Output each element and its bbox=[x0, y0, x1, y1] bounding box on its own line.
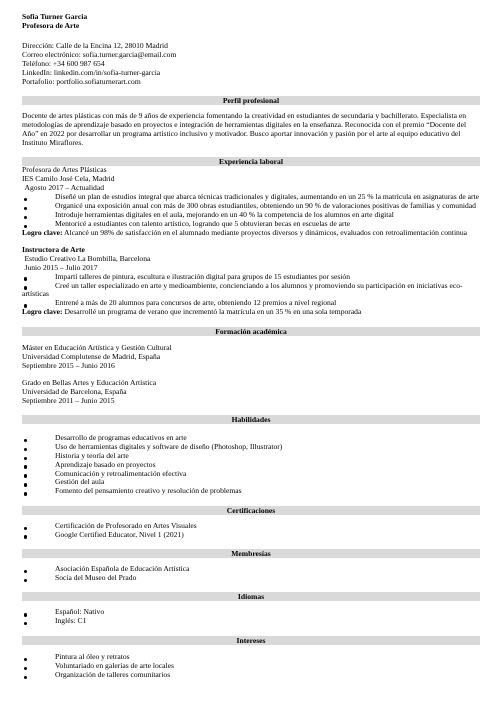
job-entry bbox=[22, 166, 480, 237]
resume-content bbox=[22, 13, 480, 680]
interest-item: Voluntariado en galerías de arte locales bbox=[22, 662, 480, 671]
resume-header bbox=[22, 13, 480, 31]
interests-list bbox=[22, 653, 480, 680]
job-bullet-item: Introduje herramientas digitales en el aula, mejorando en un 40 % la competencia de los alumnos en arte digital bbox=[22, 211, 480, 220]
skill-item: Historia y teoría del arte bbox=[22, 452, 480, 461]
job-bullet-item: Mentoricé a estudiantes con talento artístico, logrando que 5 obtuvieran becas en escuelas de arte bbox=[22, 220, 480, 229]
job-title: Profesora de Artes Plásticas bbox=[22, 165, 107, 175]
skill-item: Comunicación y retroalimentación efectiva bbox=[22, 470, 480, 479]
skill-item: Aprendizaje basado en proyectos bbox=[22, 461, 480, 470]
profile-summary: Docente de artes plásticas con más de 9 años de experiencia fomentando la creatividad en estudiantes de secundaria y bachillerato. Especialista en metodologías de aprendizaje basado en proyectos e integración de herramientas digitales en la enseñanza. Reconocida con el premio “Docente del Año” en 2022 por desarrollar un programa artístico inclusivo y motivador. Busco aportar innovación y pasión por el arte al equipo educativo del Instituto Miraflores. bbox=[22, 111, 467, 148]
section-heading-certifications: Certificaciones bbox=[22, 506, 480, 515]
contact-email: Correo electrónico: sofia.turner.garcia@email.com bbox=[22, 50, 177, 60]
section-heading-skills: Habilidades bbox=[22, 415, 480, 424]
membership-item: Socia del Museo del Prado bbox=[22, 574, 480, 583]
job-bullet-item: Diseñé un plan de estudios integral que abarca técnicas tradicionales y digitales, aumentando en un 25 % la matrícula en asignaturas de arte bbox=[22, 193, 480, 202]
job-entry bbox=[22, 246, 480, 317]
job-bullet-item: Entrené a más de 20 alumnos para concursos de arte, obteniendo 12 premios a nivel regional bbox=[22, 299, 480, 308]
degree-entry bbox=[22, 344, 480, 371]
job-bullet-item: Creé un taller especializado en arte y medioambiente, concienciando a los alumnos y promoviendo su participación en iniciativas eco-artísticas bbox=[22, 282, 480, 300]
degree-dates: Septiembre 2015 – Junio 2016 bbox=[22, 360, 115, 370]
section-heading-interests: Intereses bbox=[22, 636, 480, 645]
job-employer: IES Camilo José Cela, Madrid bbox=[22, 174, 115, 184]
degree-institution: Universidad de Barcelona, España bbox=[22, 387, 127, 397]
skill-item: Gestión del aula bbox=[22, 478, 480, 487]
language-item: Inglés: C1 bbox=[22, 617, 480, 626]
interest-item: Pintura al óleo y retratos bbox=[22, 653, 480, 662]
job-bullet-item: Impartí talleres de pintura, escultura e ilustración digital para grupos de 15 estudiantes por sesión bbox=[22, 273, 480, 282]
skill-item: Desarrollo de programas educativos en arte bbox=[22, 434, 480, 443]
degree-name: Grado en Bellas Artes y Educación Artística bbox=[22, 378, 157, 388]
degree-dates: Septiembre 2011 – Junio 2015 bbox=[22, 395, 115, 405]
skill-item: Uso de herramientas digitales y software de diseño (Photoshop, Illustrator) bbox=[22, 443, 480, 452]
contact-info bbox=[22, 42, 480, 87]
section-heading-profile: Perfil profesional bbox=[22, 96, 480, 105]
key-achievement bbox=[22, 308, 480, 317]
candidate-title: Profesora de Arte bbox=[22, 20, 80, 30]
section-heading-languages: Idiomas bbox=[22, 592, 480, 601]
candidate-name: Sofia Turner Garcia bbox=[22, 12, 88, 21]
job-bullet-item: Organicé una exposición anual con más de 300 obras estudiantiles, obteniendo un 90 % de valoraciones positivas de familias y comunidad bbox=[22, 202, 480, 211]
skills-list bbox=[22, 434, 480, 496]
key-achievement bbox=[22, 229, 480, 238]
job-dates: Agosto 2017 – Actualidad bbox=[24, 183, 105, 193]
certification-item: Certificación de Profesorado en Artes Visuales bbox=[22, 522, 480, 531]
contact-portfolio: Portafolio: portfolio.sofiaturnerart.com bbox=[22, 76, 141, 86]
key-achievement-label: Logro clave: bbox=[22, 307, 63, 317]
key-achievement-label: Logro clave: bbox=[22, 227, 63, 237]
job-employer: Estudio Creativo La Bombilla, Barcelona bbox=[24, 253, 151, 263]
degree-entry bbox=[22, 379, 480, 406]
degree-institution: Universidad Complutense de Madrid, España bbox=[22, 352, 161, 362]
skill-item: Fomento del pensamiento creativo y resolución de problemas bbox=[22, 487, 480, 496]
contact-linkedin: LinkedIn: linkedin.com/in/sofia-turner-garcia bbox=[22, 68, 161, 78]
section-heading-experience: Experiencia laboral bbox=[22, 157, 480, 166]
languages-list bbox=[22, 608, 480, 626]
language-item: Español: Nativo bbox=[22, 608, 480, 617]
certifications-list bbox=[22, 522, 480, 540]
job-dates: Junio 2015 – Julio 2017 bbox=[24, 262, 98, 272]
contact-address: Dirección: Calle de la Encina 12, 28010 Madrid bbox=[22, 41, 168, 51]
membership-item: Asociación Española de Educación Artística bbox=[22, 565, 480, 574]
memberships-list bbox=[22, 565, 480, 583]
section-heading-education: Formación académica bbox=[22, 327, 480, 336]
interest-item: Organización de talleres comunitarios bbox=[22, 671, 480, 680]
key-achievement-text: Desarrollé un programa de verano que incrementó la matrícula en un 35 % en una sola temporada bbox=[64, 307, 362, 317]
degree-name: Máster en Educación Artística y Gestión Cultural bbox=[22, 343, 172, 353]
key-achievement-text: Alcancé un 98% de satisfacción en el alumnado mediante proyectos diversos y dinámicos, evaluados con retroalimentación continua bbox=[64, 227, 468, 237]
contact-phone: Teléfono: +34 600 987 654 bbox=[22, 59, 105, 69]
job-title: Instructora de Arte bbox=[22, 244, 85, 254]
certification-item: Google Certified Educator, Nivel 1 (2021) bbox=[22, 531, 480, 540]
section-heading-memberships: Membresías bbox=[22, 549, 480, 558]
